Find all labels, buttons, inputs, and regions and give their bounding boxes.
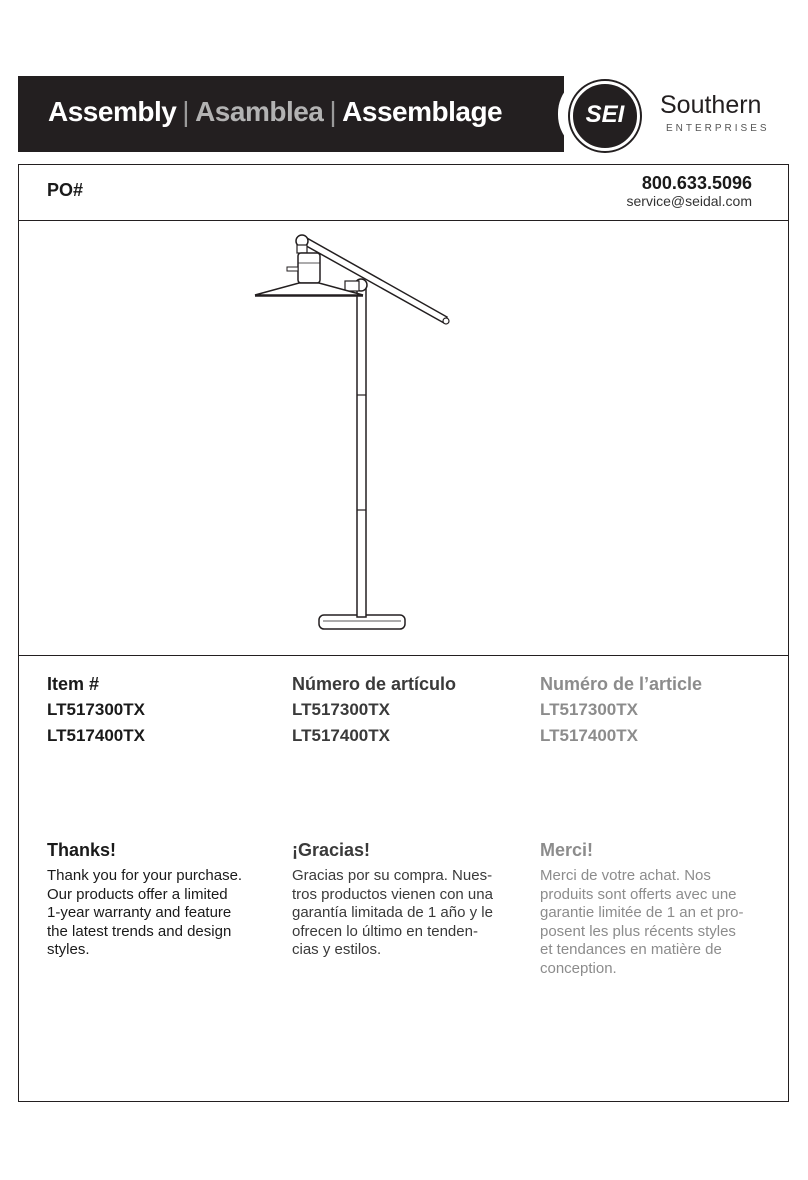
- thanks-line: Gracias por su compra. Nues-: [292, 867, 493, 884]
- item-code: LT517400TX: [540, 726, 638, 745]
- thanks-column-english: [47, 837, 277, 960]
- thanks-line: garantía limitada de 1 año y le: [292, 904, 493, 921]
- thanks-line: 1-year warranty and feature: [47, 904, 232, 921]
- po-label: PO#: [47, 180, 84, 200]
- thanks-column-spanish: [292, 837, 522, 960]
- divider: [19, 655, 788, 656]
- item-heading: Número de artículo: [292, 674, 457, 694]
- item-code: LT517300TX: [47, 700, 145, 719]
- floor-lamp-illustration: [219, 225, 479, 645]
- title-spanish: Asamblea: [195, 96, 324, 127]
- thanks-line: et tendances en matière de: [540, 941, 722, 958]
- thanks-line: styles.: [47, 941, 90, 958]
- item-code: LT517300TX: [292, 700, 390, 719]
- thanks-line: posent les plus récents styles: [540, 922, 736, 940]
- item-code: LT517400TX: [47, 726, 145, 745]
- thanks-line: tros productos vienen con una: [292, 885, 493, 903]
- divider: [19, 220, 788, 221]
- thanks-heading: Thanks!: [47, 840, 117, 860]
- thanks-line: Merci de votre achat. Nos: [540, 867, 711, 884]
- thanks-column-french: [540, 837, 770, 978]
- page-title: [48, 96, 502, 128]
- item-code: LT517300TX: [540, 700, 638, 719]
- title-separator: |: [182, 96, 190, 127]
- thanks-line: cias y estilos.: [292, 941, 382, 958]
- item-heading: Item #: [47, 674, 100, 694]
- thanks-line: conception.: [540, 959, 617, 977]
- thanks-line: produits sont offerts avec une: [540, 885, 737, 903]
- title-english: Assembly: [48, 96, 177, 127]
- phone-number: 800.633.5096: [641, 173, 752, 193]
- thanks-heading: Merci!: [540, 840, 594, 860]
- thanks-line: Thank you for your purchase.: [47, 867, 243, 884]
- item-column-english: [47, 671, 277, 749]
- brand-subtitle: ENTERPRISES: [666, 123, 770, 134]
- sei-logo-icon: [570, 81, 640, 151]
- email-address: service@seidal.com: [626, 193, 752, 209]
- thanks-line: ofrecen lo último en tenden-: [292, 922, 478, 940]
- header-bar: [18, 76, 790, 152]
- thanks-line: Our products offer a limited: [47, 885, 228, 903]
- logo-wrap: [558, 75, 790, 153]
- item-heading: Numéro de l’article: [540, 674, 703, 694]
- brand-name: Southern: [660, 91, 762, 119]
- item-column-french: [540, 671, 770, 749]
- item-column-spanish: [292, 671, 522, 749]
- thanks-line: garantie limitée de 1 an et pro-: [540, 904, 744, 921]
- logo-badge-text: SEI: [585, 101, 625, 128]
- thanks-heading: ¡Gracias!: [292, 840, 371, 860]
- item-code: LT517400TX: [292, 726, 390, 745]
- title-french: Assemblage: [342, 96, 503, 127]
- thanks-line: the latest trends and design: [47, 922, 232, 940]
- title-separator: |: [329, 96, 337, 127]
- content-box: [18, 164, 789, 1102]
- logo-panel: [564, 76, 790, 152]
